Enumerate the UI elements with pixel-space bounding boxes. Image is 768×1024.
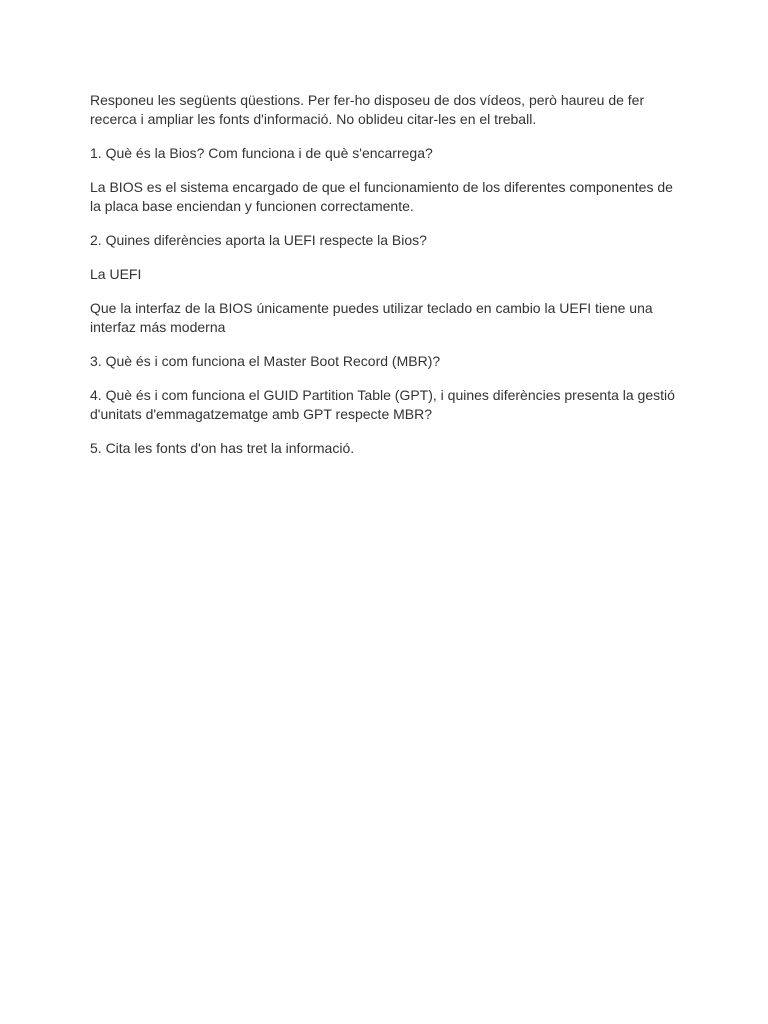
answer-2-heading: La UEFI <box>90 266 142 282</box>
question-4: 4. Què és i com funciona el GUID Partition Table (GPT), i quines diferències presenta la gestió d'unitats d'emmagatzematge amb GPT respecte MBR? <box>90 387 675 422</box>
question-2: 2. Quines diferències aporta la UEFI respecte la Bios? <box>90 232 427 248</box>
question-1: 1. Què és la Bios? Com funciona i de què s'encarrega? <box>90 145 433 161</box>
answer-1: La BIOS es el sistema encargado de que el funcionamiento de los diferentes componentes de la placa base enciendan y funcionen correctamente. <box>90 179 673 214</box>
question-3: 3. Què és i com funciona el Master Boot Record (MBR)? <box>90 353 441 369</box>
question-5: 5. Cita les fonts d'on has tret la informació. <box>90 440 355 456</box>
document-body <box>90 91 680 458</box>
answer-2: Que la interfaz de la BIOS únicamente puedes utilizar teclado en cambio la UEFI tiene una interfaz más moderna <box>90 300 653 335</box>
instructions-paragraph: Responeu les següents qüestions. Per fer-ho disposeu de dos vídeos, però haureu de fer recerca i ampliar les fonts d'informació. No oblideu citar-les en el treball. <box>90 92 645 127</box>
